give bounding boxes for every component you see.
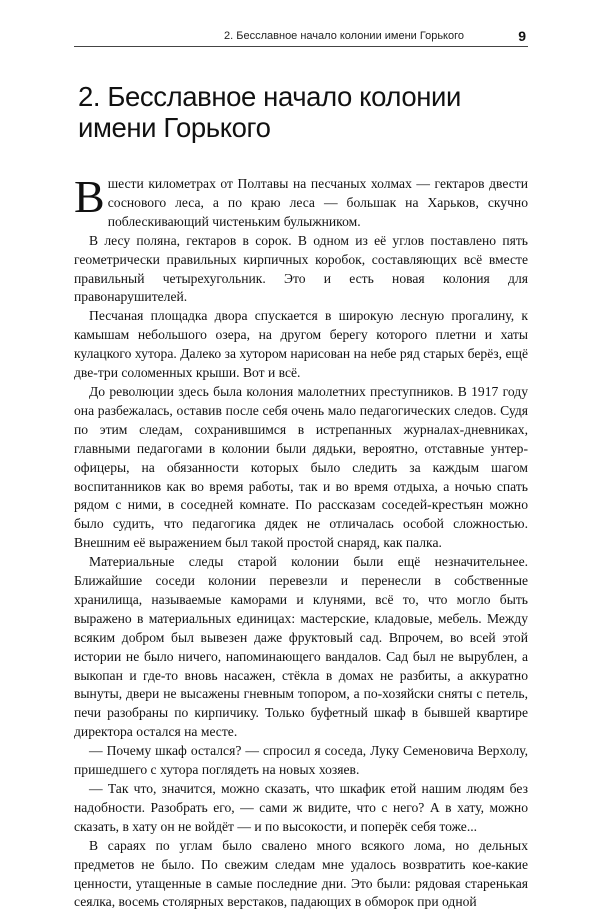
chapter-text	[74, 171, 528, 912]
running-head	[74, 26, 528, 47]
paragraph: В сараях по углам было свалено много всякого лома, но дельных предметов не было. По свежим следам мне удалось возвратить кое-какие ценности, утащенные в самые последние дни. Это были: рядовая старенькая сеялка, восемь столярных верстаков, падающих в обморок при одной	[74, 837, 528, 910]
paragraph: — Так что, значится, можно сказать, что шкафик етой нашим людям без надобности. Разобрать его, — сами ж видите, что с него? А в хату, можно сказать, в хату он не войдёт — и по высокости, и поперёк себя тоже...	[74, 781, 528, 834]
paragraph: До революции здесь была колония малолетних преступников. В 1917 году она разбежалась, оставив после себя очень мало педагогических следов. Судя по этим следам, сохранившимся в истрепанных журналах-дневниках, главными педагогами в колонии были дядьки, вероятно, отставные унтер-офицеры, на обязанности которых было следить за каждым шагом воспитанников как во время работы, так и во время отдыха, а ночью спать рядом с ними, в соседней комнате. По рассказам соседей-крестьян можно было судить, что педагогика дядек не отличалась особой сложностью. Внешним её выражением был такой простой снаряд, как палка.	[74, 383, 528, 551]
paragraph	[74, 171, 528, 232]
paragraph-text: шести километрах от Полтавы на песчаных холмах — гектаров двести соснового леса, а по краю леса — большак на Харьков, скучно поблескивающий чистеньким булыжником.	[107, 176, 528, 229]
paragraph: Материальные следы старой колонии были ещё незначительнее. Ближайшие соседи колонии перевезли и перенесли в собственные хранилища, называемые каморами и клунями, всё то, что могло быть выражено в материальных единицах: мастерские, кладовые, мебель. Между всяким добром был вывезен даже фруктовый сад. Впрочем, во всей этой истории не было ничего, напоминающего вандалов. Сад был не вырублен, а выкопан и где-то вновь насажен, стёкла в домах не разбиты, а аккуратно вынуты, двери не высажены гневным топором, а по-хозяйски сняты с петель, печи разобраны по кирпичику. Только буфетный шкаф в бывшей квартире директора остался на месте.	[74, 554, 528, 740]
page-number: 9	[518, 28, 526, 44]
drop-cap: В	[74, 171, 105, 222]
running-title: 2. Бесславное начало колонии имени Горького	[224, 30, 464, 42]
chapter-title: 2. Бесславное начало колонии имени Горького	[78, 81, 461, 143]
paragraph: В лесу поляна, гектаров в сорок. В одном из её углов поставлено пять геометрически правильных кирпичных коробок, составляющих всё вместе правильный четырехугольник. Это и есть новая колония для правонарушителей.	[74, 232, 528, 305]
paragraph: — Почему шкаф остался? — спросил я соседа, Луку Семеновича Верхолу, пришедшего с хутора поглядеть на новых хозяев.	[74, 743, 528, 778]
paragraph: Песчаная площадка двора спускается в широкую лесную прогалину, к камышам небольшого озера, на другом берегу которого плетни и хаты кулацкого хутора. Далеко за хутором нарисован на небе ряд старых берёз, ещё две-три соломенных крыши. Вот и всё.	[74, 308, 528, 381]
